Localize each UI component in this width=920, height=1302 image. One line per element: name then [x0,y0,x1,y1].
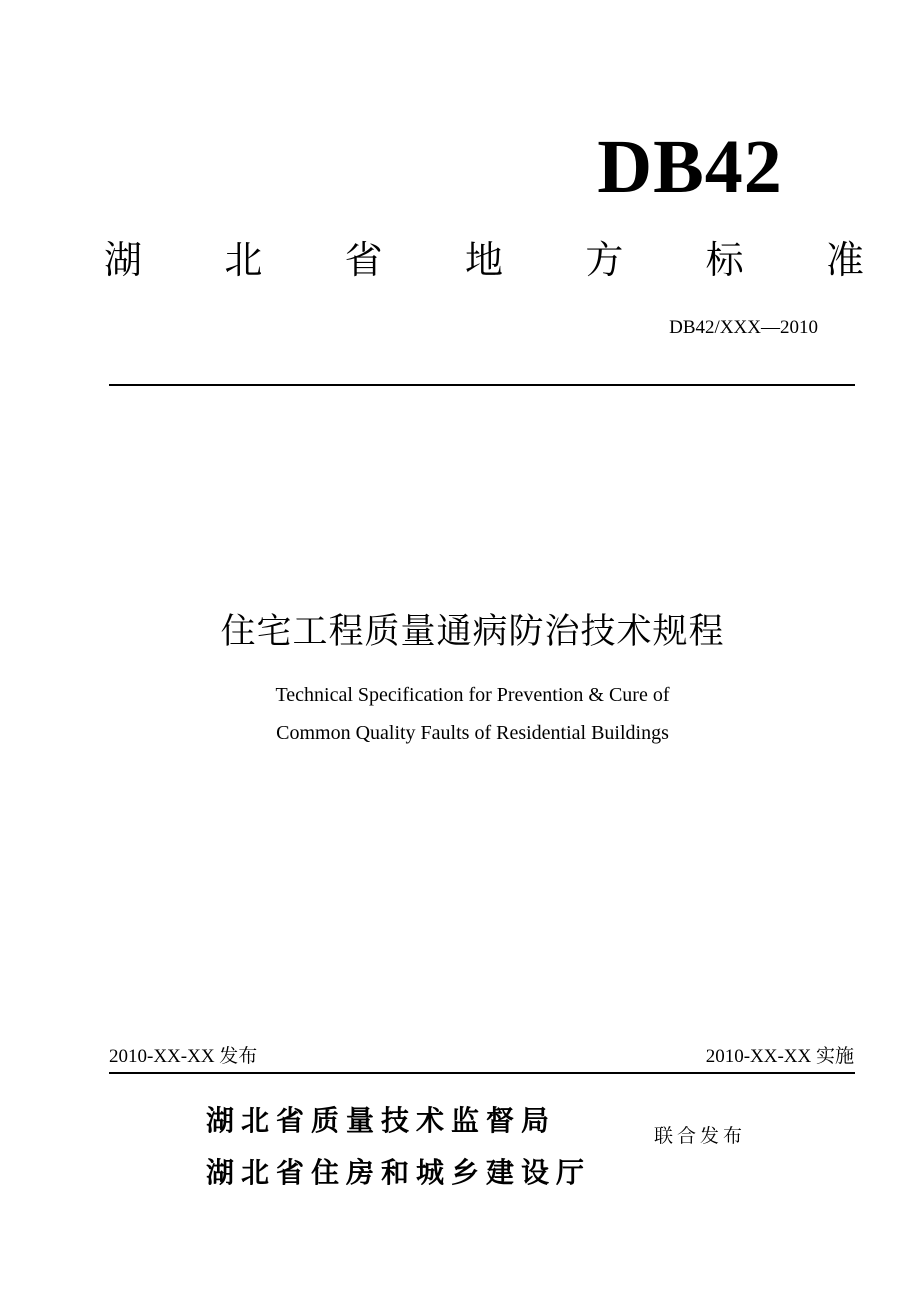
document-title-en-line2: Common Quality Faults of Residential Buildings [276,722,669,744]
standard-type-char: 地 [464,238,503,282]
implement-date: 2010-XX-XX 实施 [705,1046,854,1067]
standard-type-char: 准 [825,238,864,282]
publish-date: 2010-XX-XX 发布 [109,1046,258,1067]
joint-issue-label: 联合发布 [654,1125,747,1147]
bottom-divider [109,1072,855,1074]
standard-type [104,232,864,288]
document-title-en-line1: Technical Specification for Prevention & Cure of [275,684,670,706]
standard-type-char: 方 [585,238,624,282]
issuer-quality-bureau: 湖北省质量技术监督局 [206,1104,557,1137]
standard-type-char: 湖 [104,238,143,282]
issuer-housing-department: 湖北省住房和城乡建设厅 [206,1156,592,1189]
standard-type-char: 省 [344,238,383,282]
standard-number: DB42/XXX—2010 [669,317,818,338]
top-divider [109,384,855,386]
standard-code: DB42 [597,125,783,209]
standard-type-char: 北 [224,238,263,282]
standard-type-char: 标 [705,238,744,282]
document-title-cn: 住宅工程质量通病防治技术规程 [220,612,725,652]
